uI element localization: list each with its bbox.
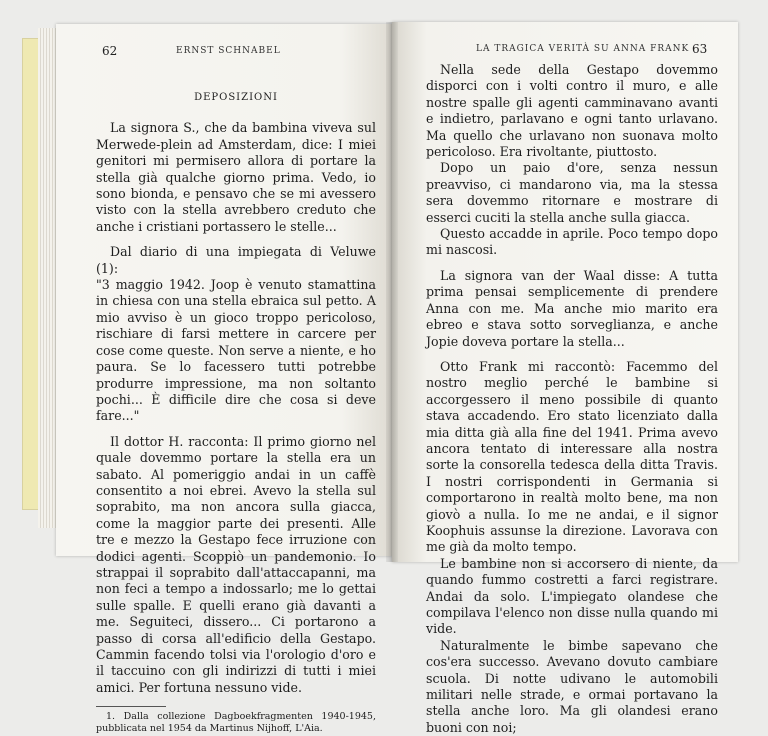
paragraph: Dal diario di una impiegata di Veluwe (1): [96, 244, 376, 276]
footnote-rule [96, 706, 166, 707]
paragraph: Naturalmente le bimbe sapevano che cos'era successo. Avevano dovuto cambiare scuola. Di notte udivano le automobili militari nelle strade, e ormai portavano la stella anche loro. Ma gli olandesi erano buoni con noi; [426, 637, 718, 735]
book-gutter [386, 22, 398, 562]
page-body [426, 62, 718, 736]
paragraph: La signora van der Waal disse: A tutta prima pensai semplicemente di prendere Anna con me. Ma anche mio marito era ebreo e stava sotto sorveglianza, e anche Jopie doveva portare la stella... [426, 267, 718, 349]
footnote: 1. Dalla collezione Dagboekfragmenten 1940-1945, pubblicata nel 1954 da Martinus Nijhoff, L'Aia. [96, 711, 376, 735]
paragraph: Nella sede della Gestapo dovemmo disporci con i volti contro il muro, e alle nostre spalle gli agenti camminavano avanti e indietro, parlavano e ogni tanto urlavano. Ma quello che urlavano non suonava molto pericoloso. Era rivoltante, piuttosto. [426, 62, 718, 160]
paragraph: Le bambine non si accorsero di niente, da quando fummo costretti a farci registrare. Andai da solo. L'impiegato olandese che compilava l'elenco non disse nulla quando mi vide. [426, 555, 718, 637]
paragraph: Otto Frank mi raccontò: Facemmo del nostro meglio perché le bambine si accorgessero il meno possibile di quanto stava accadendo. Ero stato licenziato dalla mia ditta già alla fine del 1941. Prima avevo ancora tentato di interessare alla nostra sorte la consorella tedesca della ditta Travis. I nostri corrispondenti in Germania si comportarono in realtà molto bene, ma non giovò a nulla. Io me ne andai, e il signor Koophuis assunse la direzione. Lavorava con me già da molto tempo. [426, 358, 718, 555]
page-body [96, 90, 376, 735]
paragraph: Dopo un paio d'ore, senza nessun preavviso, ci mandarono via, ma la stessa sera dovemmo ritornare e mostrare di esserci cuciti la stella anche sulla giacca. [426, 160, 718, 225]
page-number: 62 [102, 44, 118, 58]
right-page [392, 22, 738, 735]
page-number: 63 [692, 42, 708, 56]
left-page [56, 24, 392, 735]
paragraph: "3 maggio 1942. Joop è venuto stamattina in chiesa con una stella ebraica sul petto. A mio avviso è un gioco troppo pericoloso, rischiare di farsi mettere in carcere per cose come queste. Non serve a niente, e ho paura. Se lo facessero tutti potrebbe produrre impressione, ma non soltanto pochi... È difficile dire che cosa si deve fare..." [96, 277, 376, 424]
running-head: LA TRAGICA VERITÀ SU ANNA FRANK [476, 44, 690, 54]
paragraph: La signora S., che da bambina viveva sul Merwede-plein ad Amsterdam, dice: I miei genitori mi permisero allora di portare la stella già qualche giorno prima. Vedo, io sono bionda, e pensavo che se mi avessero visto con la stella avrebbero creduto che anche i cristiani portassero le stelle... [96, 120, 376, 234]
paragraph: Questo accadde in aprile. Poco tempo dopo mi nascosi. [426, 226, 718, 258]
paragraph: Il dottor H. racconta: Il primo giorno nel quale dovemmo portare la stella era un sabato. Al pomeriggio andai in un caffè consentito a noi ebrei. Avevo la stella sul soprabito, ma non ancora sulla giacca, come la maggior parte dei presenti. Alle tre e mezzo la Gestapo fece irruzione con dodici agenti. Scoppiò un pandemonio. Io strappai il soprabito dall'attaccapanni, ma non feci a tempo a indossarlo; me lo gettai sulle spalle. E quelli erano già davanti a me. Seguiteci, dissero... Ci portarono a passo di corsa all'edificio della Gestapo. Cammin facendo tolsi via l'orologio d'oro e il taccuino con gli indirizzi di tutti i miei amici. Per fortuna nessuno vide. [96, 433, 376, 695]
section-title: DEPOSIZIONI [194, 92, 278, 103]
running-head: ERNST SCHNABEL [176, 46, 281, 56]
